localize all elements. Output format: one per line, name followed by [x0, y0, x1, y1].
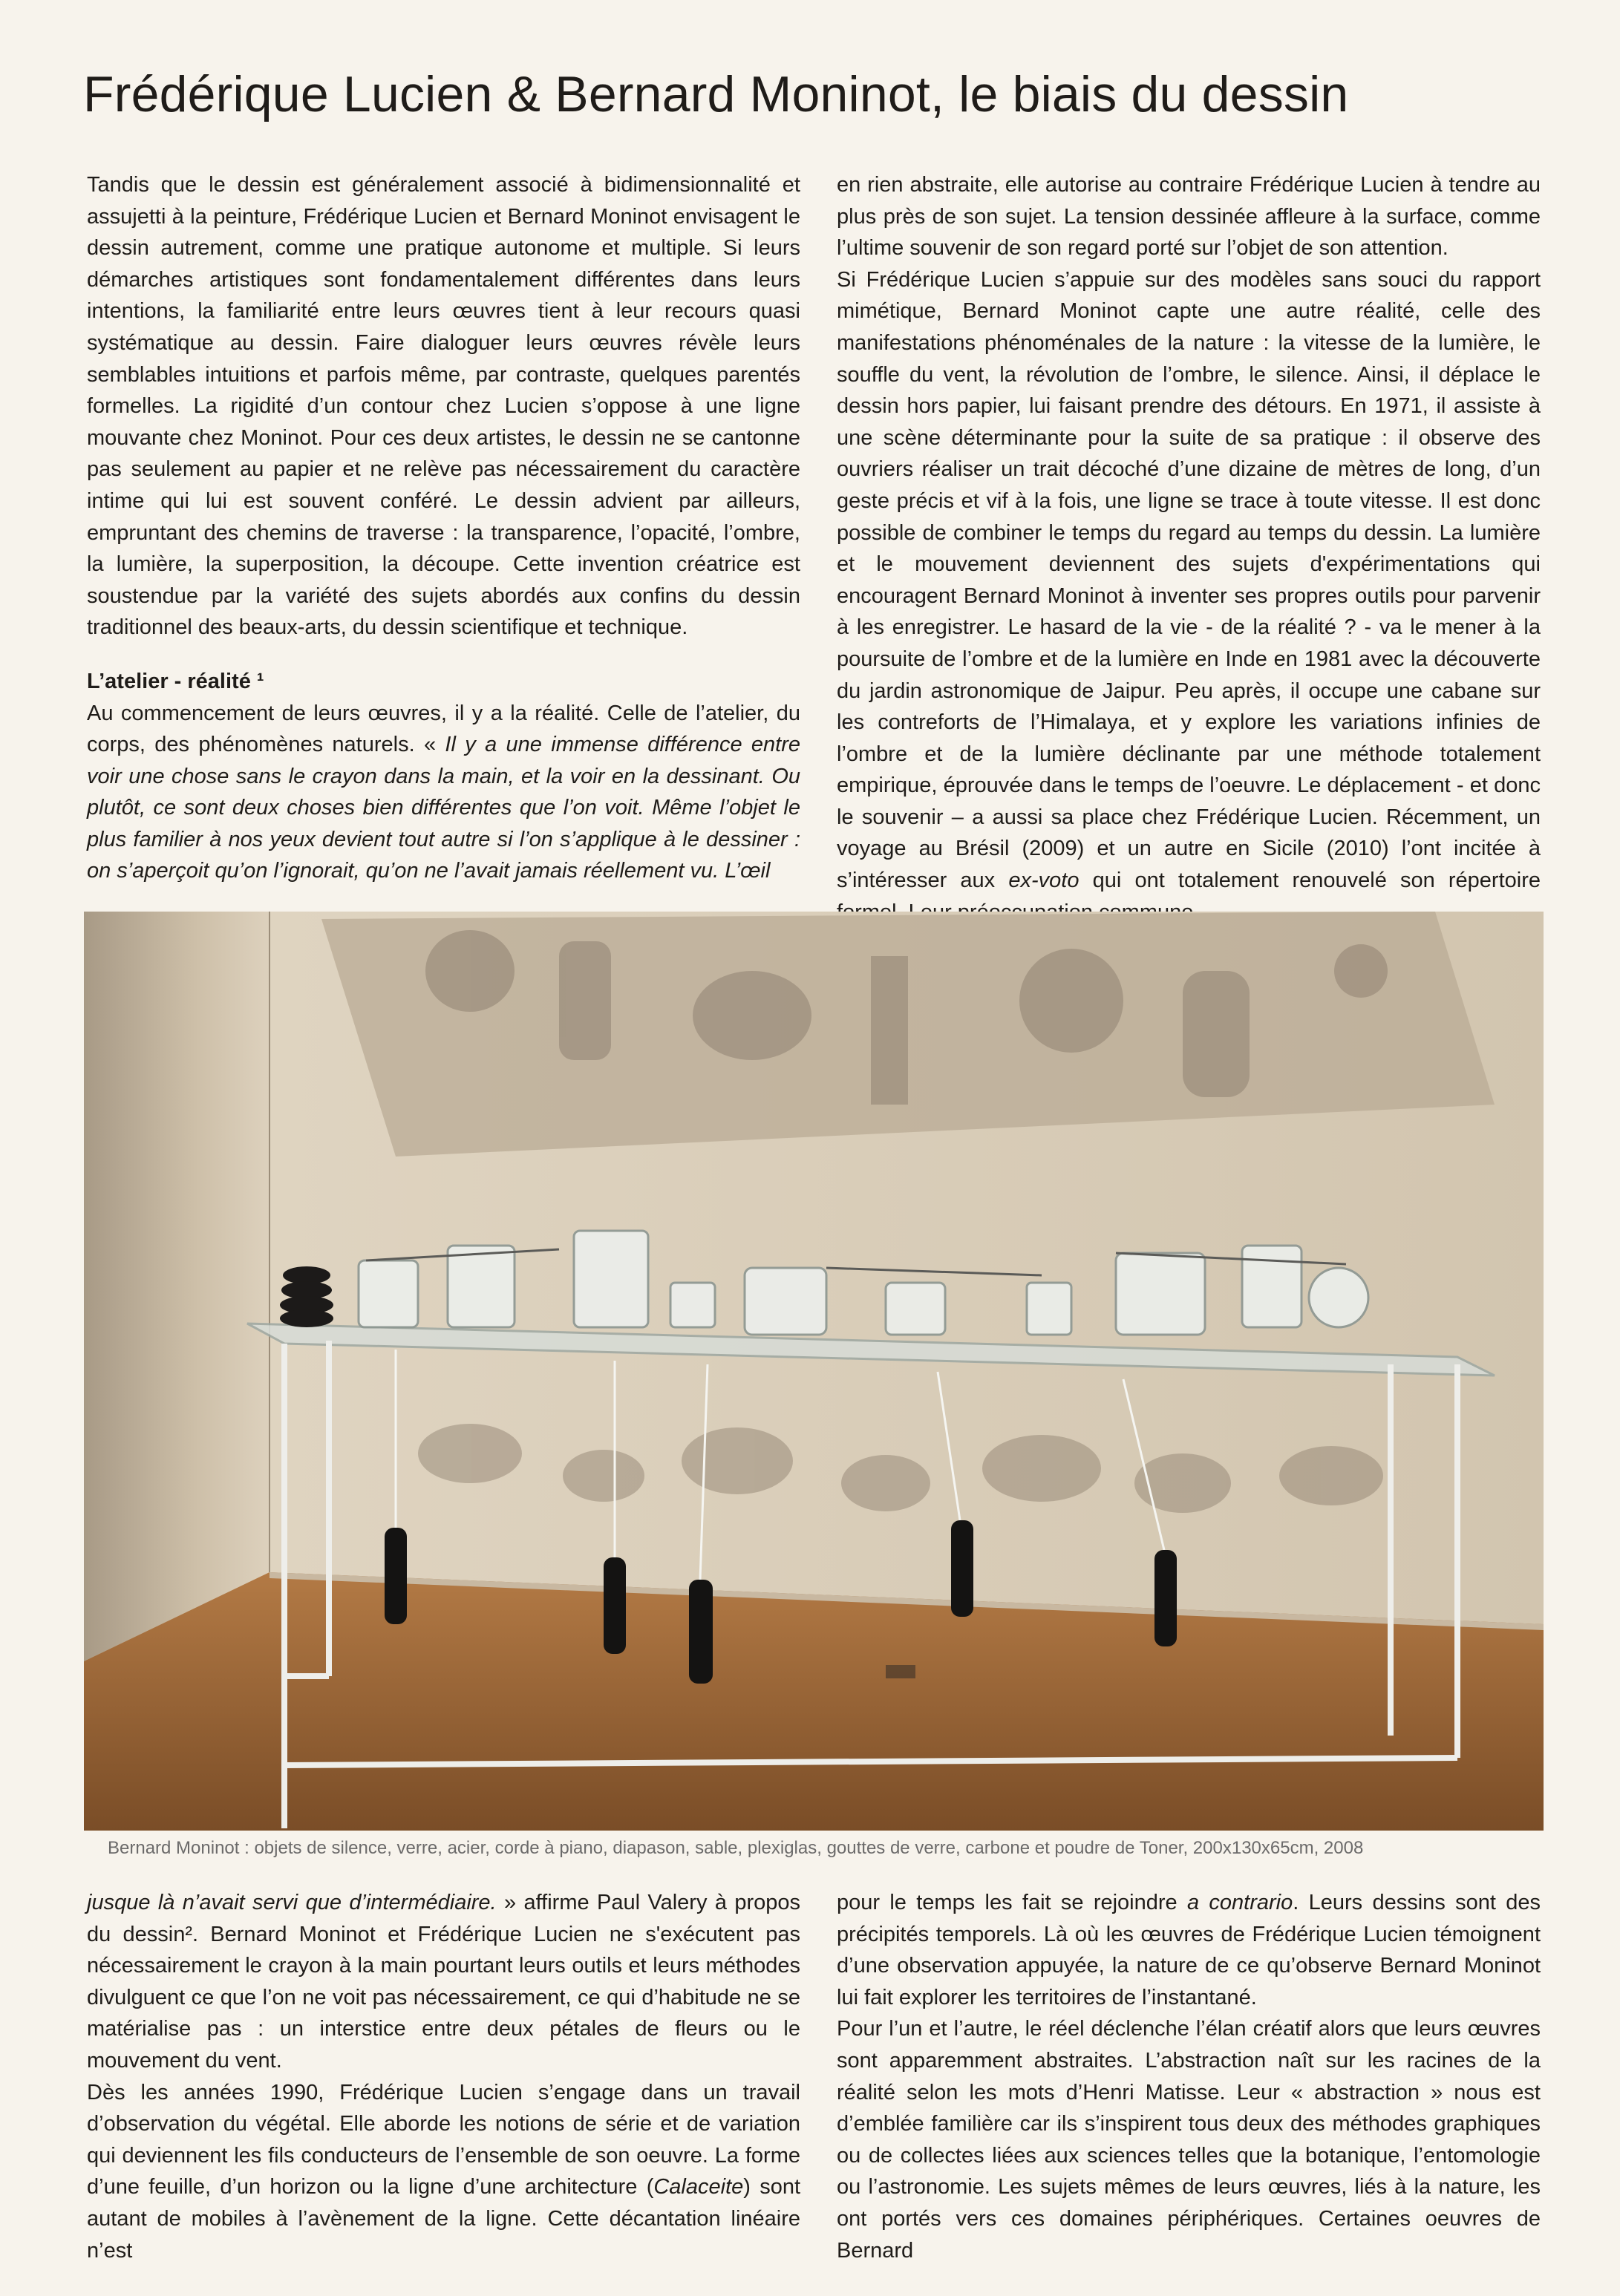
section-heading: L’atelier - réalité ¹: [87, 669, 264, 693]
paragraph-text: Dès les années 1990, Frédérique Lucien s’engage dans un travail d’observation du végétal. Elle aborde les notions de série et de variation qui deviennent les fils conducteurs de l’ensemble de son oeuvre. La forme d’une feuille, d’un horizon ou la ligne d’une architecture (: [87, 2080, 800, 2199]
paragraph: [837, 1887, 1541, 2013]
figure-caption: Bernard Moninot : objets de silence, verre, acier, corde à piano, diapason, sable, plexiglas, gouttes de verre, carbone et poudre de Toner, 200x130x65cm, 2008: [108, 1838, 1364, 1858]
text-column-2: [837, 169, 1541, 928]
article-title: Frédérique Lucien & Bernard Moninot, le biais du dessin: [83, 66, 1349, 122]
paragraph: [87, 698, 800, 888]
emphasis-text: Calaceite: [653, 2175, 744, 2199]
quote-text: Il y a une immense différence entre voir une chose sans le crayon dans la main, et la voir en la dessinant. Ou plutôt, ce sont deux choses bien différentes que l’on voit. Même l’objet le plus familier à nos yeux devient tout autre si l’on s’applique à le dessiner : on s’aperçoit qu’on l’ignorait, qu’on ne l’avait jamais réellement vu. L’œil: [87, 733, 801, 883]
paragraph-text: ) sont autant de mobiles à l’avènement de la ligne. Cette décantation linéaire n’est: [87, 2175, 801, 2263]
text-column-4: [837, 1887, 1541, 2266]
paragraph-text: Au commencement de leurs œuvres, il y a la réalité. Celle de l’atelier, du corps, des phénomènes naturels. «: [87, 701, 800, 757]
intro-paragraph: Tandis que le dessin est généralement associé à bidimensionnalité et assujetti à la peinture, Frédérique Lucien et Bernard Moninot envisagent le dessin autrement, comme une pratique autonome et multiple. Si leurs démarches artistiques sont fondamentalement différentes dans leurs intentions, la familiarité entre leurs œuvres tient à leur recours quasi systématique au dessin. Faire dialoguer leurs œuvres révèle leurs semblables intuitions et parfois même, par contraste, quelques parentés formelles. La rigidité d’un contour chez Lucien s’oppose à une ligne mouvante chez Moninot. Pour ces deux artistes, le dessin ne se cantonne pas seulement au papier et ne relève pas nécessairement du caractère intime qui lui est souvent conféré. Le dessin advient par ailleurs, empruntant des chemins de traverse : la transparence, l’opacité, l’ombre, la lumière, la superposition, la découpe. Cette invention créatrice est soustendue par la variété des sujets abordés aux confins du dessin traditionnel des beaux-arts, du dessin scientifique et technique.: [87, 173, 800, 640]
paragraph-text: pour le temps les fait se rejoindre: [837, 1891, 1187, 1914]
paragraph: en rien abstraite, elle autorise au contraire Frédérique Lucien à tendre au plus près de son sujet. La tension dessinée affleure à la surface, comme l’ultime souvenir de son regard porté sur l’objet de son attention.: [837, 173, 1541, 261]
paragraph: Pour l’un et l’autre, le réel déclenche l’élan créatif alors que leurs œuvres sont apparemment abstraites. L’abstraction naît sur les racines de la réalité selon les mots d’Henri Matisse. Leur « abstraction » nous est d’emblée familière car ils s’inspirent tous deux des méthodes graphiques ou de collectes liées aux sciences telles que la botanique, l’entomologie ou l’astronomie. Les sujets mêmes de leurs œuvres, liés à la nature, les ont portés vers ces domaines périphériques. Certaines oeuvres de Bernard: [837, 2017, 1541, 2263]
emphasis-text: a contrario: [1186, 1891, 1293, 1914]
text-column-1: [87, 169, 800, 887]
paragraph: [837, 264, 1541, 928]
paragraph-text: » affirme Paul Valery à propos du dessin². Bernard Moninot et Frédérique Lucien ne s'exécutent pas nécessairement le crayon à la main pourtant leurs outils et leurs méthodes divulguent ce que l’on ne voit pas nécessairement, ce qui d’habitude ne se matérialise pas : un interstice entre deux pétales de fleurs ou le mouvement du vent.: [87, 1891, 801, 2073]
quote-text: jusque là n’avait servi que d’intermédiaire.: [87, 1891, 497, 1914]
text-column-3: [87, 1887, 800, 2266]
paragraph: [87, 1887, 800, 2077]
paragraph-text: . Leurs dessins sont des précipités temporels. Là où les œuvres de Frédérique Lucien témoignent d’une observation appuyée, la nature de ce qu’observe Bernard Moninot lui fait explorer les territoires de l’instantané.: [837, 1891, 1541, 2009]
paragraph-text: qui ont totalement renouvelé son répertoire: [1092, 869, 1541, 893]
paragraph-text: Si Frédérique Lucien s’appuie sur des modèles sans souci du rapport mimétique, Bernard Moninot capte une autre réalité, celle des manifestations phénoménales de la nature : la vitesse de la lumière, le souffle du vent, la révolution de l’ombre, le silence. Ainsi, il déplace le dessin hors papier, lui faisant prendre des détours. En 1971, il assiste à une scène déterminante pour la suite de sa pratique : il observe des ouvriers réaliser un trait décoché d’une dizaine de mètres de long, d’un geste précis et vif à la fois, une ligne se trace à toute vitesse. Il est donc possible de combiner le temps du regard au temps du dessin. La lumière et le mouvement deviennent des sujets d'expérimentations qui encouragent Bernard Moninot à inventer ses propres outils pour parvenir à les enregistrer. Le hasard de la vie - de la réalité ? - va le mener à la poursuite de l’ombre et de la lumière en Inde en 1981 avec la découverte du jardin astronomique de Jaipur. Peu après, il occupe une cabane sur les contreforts de l’Himalaya, et y explore les variations infinies de l’ombre et de la lumière déclinante par une méthode totalement empirique, éprouvée dans le temps de l’oeuvre. Le déplacement - et donc le souvenir – a aussi sa place chez Frédérique Lucien. Récemment, un voyage au Brésil (2009) et un autre en Sicile (2010) l’ont incitée à s’intéresser aux: [837, 267, 1541, 893]
emphasis-text: ex-voto: [1008, 869, 1080, 893]
artwork-photo: [84, 912, 1544, 1831]
artwork-illustration: [84, 912, 1544, 1831]
paragraph: [87, 2077, 800, 2267]
